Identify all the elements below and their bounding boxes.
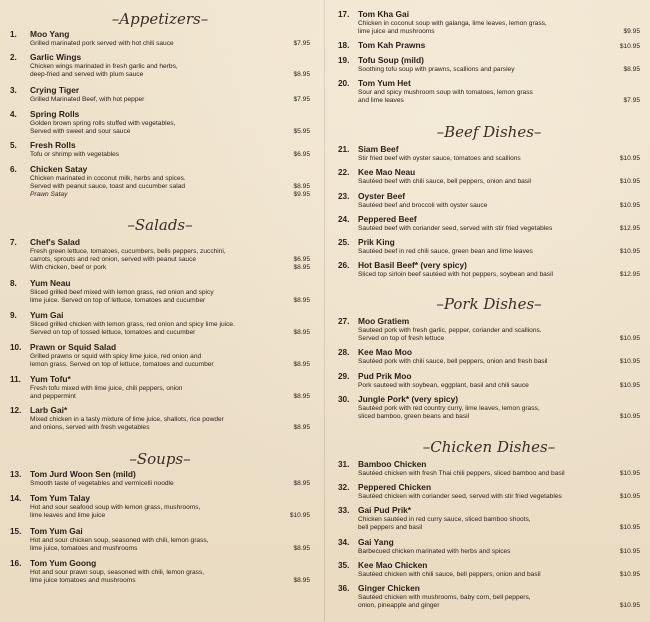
item-price: $10.95	[619, 469, 640, 477]
item-name: Prawn or Squid Salad	[30, 342, 117, 352]
item-number: 32.	[338, 483, 350, 492]
item-name: Crying Tiger	[30, 85, 80, 95]
item-name: Kee Mao Moo	[358, 347, 412, 357]
item-description: Smooth taste of vegetables and vermicelli noodle	[30, 479, 174, 487]
item-description: Hot and sour seafood soup with lemon grass, mushrooms,	[30, 503, 201, 511]
item-price: $8.95	[293, 296, 310, 304]
item-number: 26.	[338, 261, 350, 270]
item-price: $10.95	[619, 492, 640, 500]
item-price: $10.95	[619, 523, 640, 531]
item-number: 36.	[338, 584, 350, 593]
item-price: $10.95	[619, 334, 640, 342]
item-description: lime juice, tomatoes and mushrooms	[30, 544, 138, 552]
item-price: $8.95	[293, 263, 310, 271]
item-name: Tom Kha Gai	[358, 9, 410, 19]
item-name: Chef's Salad	[30, 237, 80, 247]
item-name: Peppered Chicken	[358, 482, 432, 492]
item-price: $8.95	[293, 70, 310, 78]
item-name: Tom Jurd Woon Sen (mild)	[30, 469, 136, 479]
section-heading-chicken: –Chicken Dishes–	[422, 438, 556, 456]
item-number: 7.	[10, 238, 17, 247]
item-price: $6.95	[293, 150, 310, 158]
item-description: and onions, served with fresh vegetables	[30, 423, 150, 431]
item-description: Stir fried beef with oyster sauce, tomatoes and scallions	[358, 154, 521, 162]
item-description: and lime leaves	[358, 96, 404, 104]
item-name: Bamboo Chicken	[358, 459, 427, 469]
item-name: Yum Tofu*	[30, 374, 71, 384]
item-number: 11.	[10, 375, 21, 384]
item-description: Sautéed chicken with coriander seed, served with stir fried vegetables	[358, 492, 562, 500]
item-description: Hot and sour chicken soup, seasoned with chili, lemon grass,	[30, 536, 209, 544]
item-description: Chicken sautéed in red curry sauce, sliced bamboo shoots,	[358, 515, 531, 523]
item-price: $10.95	[619, 177, 640, 185]
item-description: Served on top of fresh lettuce	[358, 334, 445, 342]
item-price: $8.95	[293, 544, 310, 552]
item-price: $10.95	[619, 201, 640, 209]
item-description: Barbecued chicken marinated with herbs and spices	[358, 547, 511, 555]
item-number: 17.	[338, 10, 350, 19]
item-description: lime juice and mushrooms	[358, 27, 435, 35]
item-description: Grilled Marinated Beef, with hot pepper	[30, 95, 145, 103]
item-number: 3.	[10, 86, 17, 95]
item-description: Chicken marinated in coconut milk, herbs and spices.	[30, 174, 186, 182]
item-number: 14.	[10, 494, 22, 503]
item-price: $9.95	[293, 190, 310, 198]
section-heading-soups: –Soups–	[129, 450, 191, 468]
item-price: $9.95	[623, 27, 640, 35]
item-description: Grilled prawns or squid with spicy lime juice, red onion and	[30, 352, 202, 360]
item-price: $7.95	[293, 95, 310, 103]
item-name: Fresh Rolls	[30, 140, 76, 150]
item-description: Sautéed chicken with fresh Thai chili peppers, sliced bamboo and basil	[358, 469, 565, 477]
item-number: 31.	[338, 460, 350, 469]
item-name: Larb Gai*	[30, 405, 68, 415]
item-name: Prik King	[358, 237, 395, 247]
item-variant: Prawn Satay	[30, 190, 68, 198]
item-number: 30.	[338, 395, 350, 404]
item-name: Garlic Wings	[30, 52, 82, 62]
item-number: 5.	[10, 141, 17, 150]
item-price: $8.95	[293, 392, 310, 400]
section-heading-salads: –Salads–	[127, 216, 193, 234]
item-price: $12.95	[619, 270, 640, 278]
item-name: Peppered Beef	[358, 214, 417, 224]
item-description: sliced bamboo, green beans and basil	[358, 412, 470, 420]
item-description: Sautéed chicken with chili sauce, bell peppers, onion and basil	[358, 570, 541, 578]
item-description: Served with peanut sauce, toast and cucumber salad	[30, 182, 186, 190]
item-name: Pud Prik Moo	[358, 371, 412, 381]
item-description: Fresh green lettuce, tomatoes, cucumbers, bells peppers, zucchini,	[30, 247, 226, 255]
item-description: and peppermint	[30, 392, 76, 400]
item-name: Spring Rolls	[30, 109, 80, 119]
item-name: Siam Beef	[358, 144, 399, 154]
section-heading-appetizers: –Appetizers–	[111, 10, 209, 28]
item-name: Kee Mao Neau	[358, 167, 416, 177]
item-name: Tom Kah Prawns	[358, 40, 426, 50]
item-number: 9.	[10, 311, 17, 320]
item-description: Sautéed chicken with mushrooms, baby corn, bell peppers,	[358, 593, 531, 601]
item-name: Tom Yum Talay	[30, 493, 91, 503]
item-number: 28.	[338, 348, 350, 357]
item-name: Tom Yum Goong	[30, 558, 97, 568]
item-price: $6.95	[293, 255, 310, 263]
section-heading-beef: –Beef Dishes–	[436, 123, 542, 141]
item-description: lime leaves and lime juice	[30, 511, 106, 519]
item-description: Sliced grilled beef mixed with lemon grass, red onion and spicy	[30, 288, 214, 296]
item-name: Chicken Satay	[30, 164, 88, 174]
item-price: $10.95	[619, 381, 640, 389]
item-name: Moo Gratiem	[358, 316, 410, 326]
item-description: Sautéed pork with red country curry, lime leaves, lemon grass,	[358, 404, 540, 412]
item-price: $8.95	[293, 479, 310, 487]
column-divider	[324, 0, 325, 622]
item-description: Mixed chicken in a tasty mixture of lime juice, shallots, rice powder	[30, 415, 224, 423]
item-number: 16.	[10, 559, 22, 568]
section-heading-pork: –Pork Dishes–	[436, 295, 542, 313]
item-name: Tom Yum Het	[358, 78, 411, 88]
item-description: With chicken, beef or pork	[30, 263, 107, 271]
item-name: Moo Yang	[30, 29, 70, 39]
item-number: 29.	[338, 372, 350, 381]
item-number: 34.	[338, 538, 350, 547]
item-description: Grilled marinated pork served with hot chili sauce	[30, 39, 174, 47]
item-price: $10.95	[619, 601, 640, 609]
item-number: 12.	[10, 406, 22, 415]
item-price: $12.95	[619, 224, 640, 232]
item-description: Served on top of tossed lettuce, tomatoes and cucumber	[30, 328, 196, 336]
item-price: $10.95	[619, 570, 640, 578]
item-number: 33.	[338, 506, 350, 515]
item-number: 25.	[338, 238, 350, 247]
item-name: Tofu Soup (mild)	[358, 55, 424, 65]
item-price: $8.95	[293, 360, 310, 368]
item-description: Chicken in coconut soup with galanga, lime leaves, lemon grass,	[358, 19, 547, 27]
item-description: lime juice tomatoes and mushrooms	[30, 576, 136, 584]
item-price: $10.95	[619, 154, 640, 162]
item-description: lemon grass. Served on top of lettuce, tomatoes and cucumber	[30, 360, 214, 368]
item-description: Tofu or shrimp with vegetables	[30, 150, 120, 158]
item-price: $7.95	[623, 96, 640, 104]
item-price: $10.95	[619, 247, 640, 255]
item-description: Sautéed beef in red chili sauce, green bean and lime leaves	[358, 247, 533, 255]
item-description: carrots, sprouts and red onion, served with peanut sauce	[30, 255, 197, 263]
item-price: $8.95	[293, 576, 310, 584]
item-number: 27.	[338, 317, 350, 326]
item-price: $10.95	[289, 511, 310, 519]
item-price: $8.95	[293, 423, 310, 431]
item-description: Sliced top sirloin beef sautéed with hot peppers, soybean and basil	[358, 270, 554, 278]
item-number: 18.	[338, 41, 350, 50]
item-description: Fresh tofu mixed with lime juice, chili peppers, onion	[30, 384, 183, 392]
item-price: $10.95	[619, 547, 640, 555]
item-number: 15.	[10, 527, 22, 536]
item-description: Sautéed pork with chili sauce, bell peppers, onion and fresh basil	[358, 357, 548, 365]
item-number: 13.	[10, 470, 22, 479]
item-description: Sauteed pork with fresh garlic, pepper, coriander and scallions.	[358, 326, 542, 334]
item-name: Gai Pud Prik*	[358, 505, 412, 515]
item-name: Jungle Pork* (very spicy)	[358, 394, 459, 404]
item-name: Oyster Beef	[358, 191, 406, 201]
item-name: Yum Gai	[30, 310, 64, 320]
item-number: 21.	[338, 145, 350, 154]
item-description: Golden brown spring rolls stuffed with vegetables,	[30, 119, 176, 127]
item-number: 4.	[10, 110, 17, 119]
item-description: Hot and sour prawn soup, seasoned with chili, lemon grass,	[30, 568, 205, 576]
item-number: 10.	[10, 343, 22, 352]
item-price: $10.95	[619, 412, 640, 420]
item-price: $10.95	[619, 43, 640, 50]
item-number: 24.	[338, 215, 350, 224]
item-name: Gai Yang	[358, 537, 394, 547]
item-description: Chicken wings marinated in fresh garlic and herbs,	[30, 62, 178, 70]
item-number: 2.	[10, 53, 17, 62]
item-price: $8.95	[293, 182, 310, 190]
item-name: Kee Mao Chicken	[358, 560, 428, 570]
item-name: Tom Yum Gai	[30, 526, 83, 536]
item-description: deep-fried and served with plum sauce	[30, 70, 144, 78]
item-number: 23.	[338, 192, 350, 201]
item-description: Soothing tofu soup with prawns, scallions and parsley	[358, 65, 515, 73]
item-number: 6.	[10, 165, 17, 174]
item-price: $8.95	[623, 65, 640, 73]
item-description: lime juice. Served on top of lettuce, tomatoes and cucumber	[30, 296, 206, 304]
item-price: $8.95	[293, 328, 310, 336]
item-number: 8.	[10, 279, 17, 288]
item-number: 35.	[338, 561, 350, 570]
item-number: 20.	[338, 79, 350, 88]
item-description: Sautéed beef and broccoli with oyster sauce	[358, 201, 488, 209]
item-description: Sour and spicy mushroom soup with tomatoes, lemon grass	[358, 88, 533, 96]
item-description: onion, pineapple and ginger	[358, 601, 440, 609]
item-name: Ginger Chicken	[358, 583, 420, 593]
item-description: Pork sauteed with soybean, eggplant, basil and chili sauce	[358, 381, 529, 389]
item-name: Yum Neau	[30, 278, 71, 288]
item-description: Sautéed beef with coriander seed, served with stir fried vegetables	[358, 224, 553, 232]
item-price: $7.95	[293, 39, 310, 47]
item-price: $10.95	[619, 357, 640, 365]
item-number: 19.	[338, 56, 350, 65]
item-description: Sautéed beef with chili sauce, bell peppers, onion and basil	[358, 177, 532, 185]
item-number: 1.	[10, 30, 17, 39]
item-description: Served with sweet and sour sauce	[30, 127, 131, 135]
item-description: Sliced grilled chicken with lemon grass, red onion and spicy lime juice.	[30, 320, 235, 328]
item-number: 22.	[338, 168, 350, 177]
item-name: Hot Basil Beef* (very spicy)	[358, 260, 467, 270]
item-description: bell peppers and basil	[358, 523, 423, 531]
item-price: $5.95	[293, 127, 310, 135]
